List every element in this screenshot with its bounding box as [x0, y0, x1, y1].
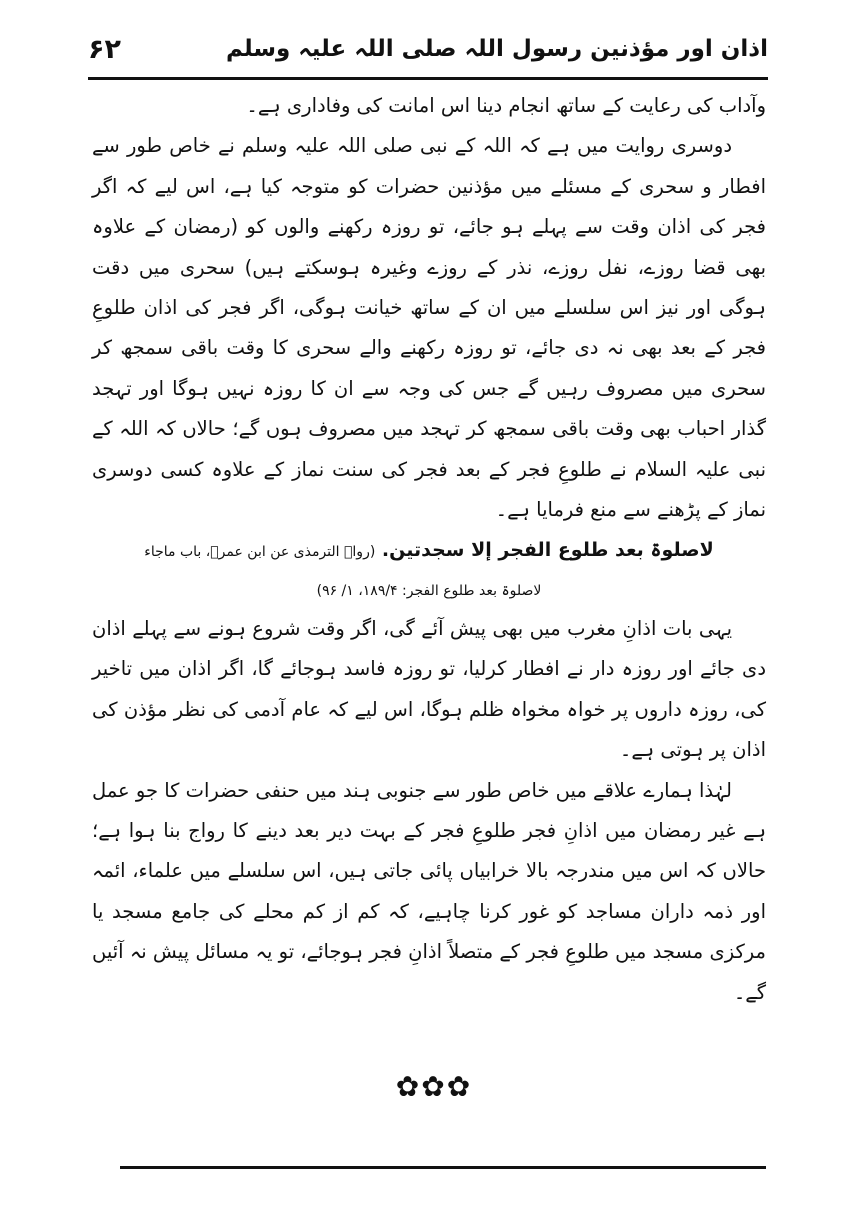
hadith-reference: (رواہ الترمذی عن ابن عمرؓ، باب ماجاء [144, 544, 376, 561]
body-text [92, 86, 766, 1013]
paragraph-3: یہی بات اذانِ مغرب میں بھی پیش آئے گی، اگر وقت شروع ہونے سے پہلے اذان دی جائے اور روزہ دار نے افطار کرلیا، تو روزہ فاسد ہوجائے گا، اگر اذان میں تاخیر کی، روزہ داروں پر خواہ مخواہ ظلم ہوگا، اس لیے کہ عام آدمی کی نظر مؤذن کی اذان پر ہوتی ہے۔ [92, 616, 766, 762]
header-rule [88, 77, 768, 80]
hadith-quote [92, 530, 766, 572]
page-number: ۶۲ [88, 33, 121, 65]
hadith-reference-cont: لاصلوۃ بعد طلوع الفجر: ۱۸۹/۴، ۱/ ۹۶) [316, 582, 542, 599]
hadith-text: لاصلوۃ بعد طلوع الفجر إلا سجدتین. [381, 539, 714, 562]
running-title: اذان اور مؤذنین رسول اللہ صلی اللہ علیہ وسلم [225, 36, 768, 62]
paragraph-1: وآداب کی رعایت کے ساتھ انجام دینا اس امانت کی وفاداری ہے۔ [246, 94, 766, 117]
paragraph-2: دوسری روایت میں ہے کہ اللہ کے نبی صلی اللہ علیہ وسلم نے خاص طور سے افطار و سحری کے مسئلے میں مؤذنین حضرات کو متوجہ کیا ہے، اس لیے کہ اگر فجر کی اذان وقت سے پہلے ہو جائے، تو روزہ رکھنے والوں کو (رمضان کے علاوہ بھی قضا روزے، نفل روزے، نذر کے روزے وغیرہ ہوسکتے ہیں) سحری میں دقت ہوگی اور نیز اس سلسلے میں ان کے ساتھ خیانت ہوگی، اگر فجر کی اذان طلوعِ فجر کے بعد بھی نہ دی جائے، تو روزہ رکھنے والے سحری کا وقت باقی سمجھ کر سحری میں مصروف رہیں گے جس کی وجہ سے ان کا روزہ نہیں ہوگا اور تہجد گذار احباب بھی وقت باقی سمجھ کر تہجد میں مصروف ہوں گے؛ حالاں کہ اللہ کے نبی علیہ السلام نے طلوعِ فجر کے بعد فجر کی سنت نماز کے علاوہ کسی دوسری نماز کے پڑھنے سے منع فرمایا ہے۔ [92, 134, 766, 522]
flower-ornament-icon: ✿✿✿ [395, 1070, 473, 1103]
footer-rule [120, 1166, 766, 1169]
page-header [88, 24, 768, 74]
paragraph-4: لہٰذا ہمارے علاقے میں خاص طور سے جنوبی ہند میں حنفی حضرات کا جو عمل ہے غیر رمضان میں اذانِ فجر طلوعِ فجر کے بہت دیر بعد دینے کا رواج بنا ہوا ہے؛ حالاں کہ اس میں مندرجہ بالا خرابیاں پائی جاتی ہیں، اس سلسلے میں علماء، ائمہ اور ذمہ داران مساجد کو غور کرنا چاہیے، کہ کم از کم محلے کی جامع مسجد یا مرکزی مسجد میں طلوعِ فجر کے متصلاً اذانِ فجر ہوجائے، تو یہ مسائل پیش نہ آئیں گے۔ [92, 778, 766, 1004]
